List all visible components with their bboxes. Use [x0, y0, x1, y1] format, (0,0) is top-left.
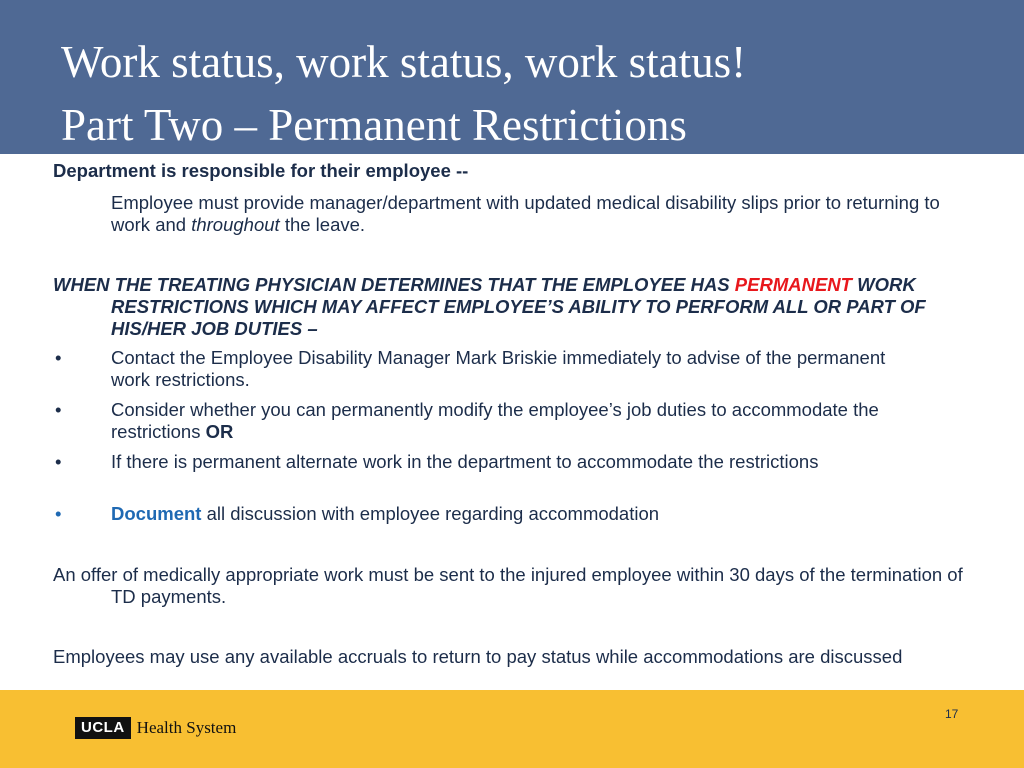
- bullet-text-wrapper: [111, 503, 923, 525]
- bullet-text: Consider whether you can permanently modify the employee’s job duties to accommodate the restrictions: [111, 399, 879, 442]
- alert-paragraph: [53, 274, 981, 340]
- bullet-text: If there is permanent alternate work in the department to accommodate the restrictions: [111, 451, 819, 472]
- paragraph-text-end: the leave.: [279, 214, 366, 235]
- bullet-lead-document: Document: [111, 503, 202, 524]
- bullet-dot: •: [55, 503, 62, 524]
- section-heading: Department is responsible for their employee --: [53, 160, 469, 181]
- bullet-text: all discussion with employee regarding accommodation: [201, 503, 660, 524]
- slide-title-line-2: Part Two – Permanent Restrictions: [61, 100, 687, 150]
- alert-highlight-permanent: PERMANENT: [734, 274, 852, 295]
- paragraph-text: Employee must provide manager/department with updated medical disability slips prior to returning to work and: [111, 192, 940, 235]
- logo-health-system: Health System: [136, 718, 237, 737]
- bullet-item: [53, 347, 923, 391]
- bullet-item: [53, 399, 923, 443]
- ucla-health-logo: [75, 717, 236, 739]
- footer-bar: [0, 690, 1024, 768]
- bullet-item: [53, 451, 923, 473]
- bullet-text: Contact the Employee Disability Manager Mark Briskie immediately to advise of the permanent work restrictions.: [111, 347, 886, 390]
- bullet-text-wrapper: [111, 399, 923, 443]
- slide-title-line-1: Work status, work status, work status!: [61, 37, 747, 87]
- page-number: 17: [945, 707, 959, 721]
- bullet-dot: •: [55, 347, 62, 368]
- title-bar: [0, 0, 1024, 154]
- emphasis-throughout: throughout: [191, 214, 280, 235]
- paragraph-medical-slips: [53, 192, 981, 236]
- bullet-dot: •: [55, 399, 62, 420]
- alert-text: WHEN THE TREATING PHYSICIAN DETERMINES THAT THE EMPLOYEE HAS: [53, 274, 735, 295]
- bullet-dot: •: [55, 451, 62, 472]
- alert-text-end: WORK RESTRICTIONS WHICH MAY AFFECT EMPLOYEE’S ABILITY TO PERFORM ALL OR PART OF HIS/HER JOB DUTIES –: [111, 274, 926, 339]
- bullet-bold-or: OR: [205, 421, 234, 442]
- logo-ucla-box: UCLA: [75, 717, 131, 739]
- paragraph-offer: An offer of medically appropriate work must be sent to the injured employee within 30 days of the termination of TD payments.: [53, 564, 963, 607]
- paragraph-accruals: Employees may use any available accruals to return to pay status while accommodations are discussed: [53, 646, 903, 667]
- bullet-item: [53, 503, 923, 525]
